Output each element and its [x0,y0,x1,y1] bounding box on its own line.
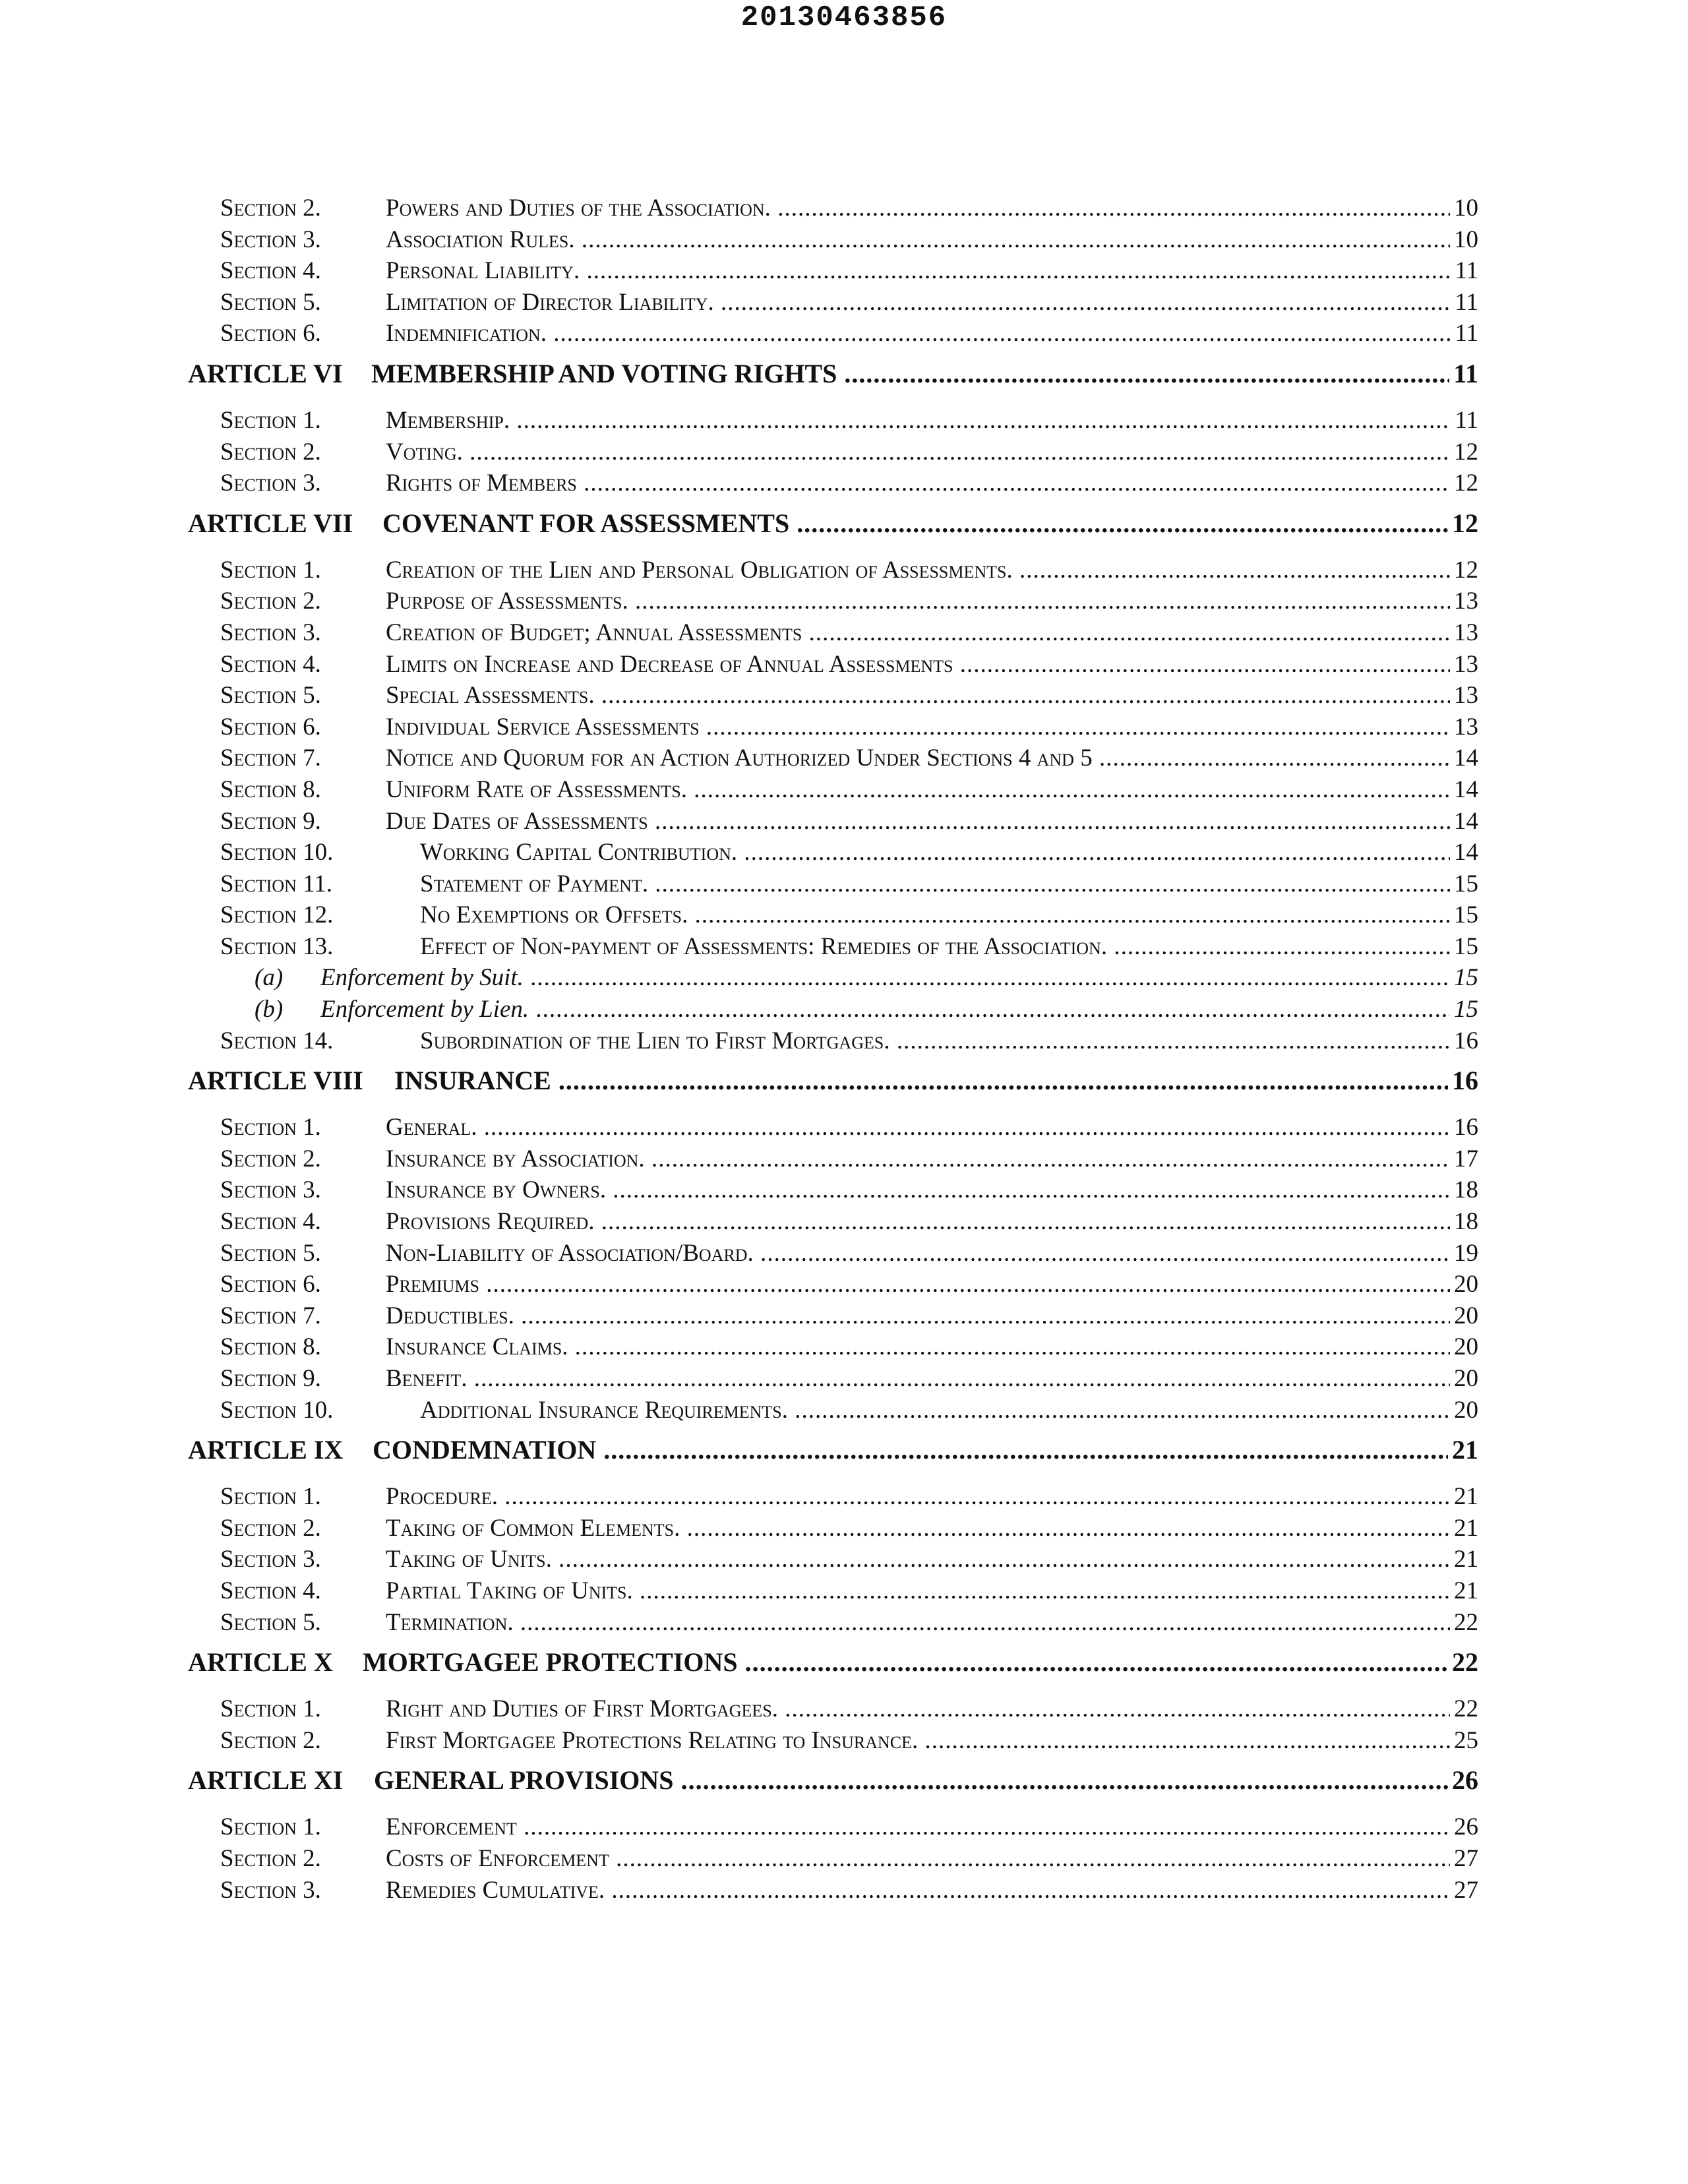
subsection-title: Enforcement by Suit. ..... [320,962,1472,994]
toc-subsection-entry [0,962,1688,994]
section-title: Indemnification. ..... [386,318,1472,349]
section-label: Section 8. [220,775,321,803]
section-label: Section 3. [220,1176,321,1204]
page-number: 22 [1450,1693,1478,1725]
page-number: 18 [1450,1206,1478,1238]
section-label: Section 9. [220,1365,321,1392]
section-label: Section 9. [220,807,321,835]
section-title: Voting. ..... [386,437,1472,468]
toc-section-entry [0,1112,1688,1143]
section-title: Creation of Budget; Annual Assessments ..... [386,617,1472,649]
toc-subsection-entry [0,994,1688,1025]
section-label: Section 2. [220,195,321,222]
section-label: Section 2. [220,588,321,615]
page-number: 12 [1448,507,1478,540]
page-number: 13 [1450,586,1478,617]
toc-section-entry [0,287,1688,318]
page-number: 16 [1448,1064,1478,1097]
section-label: Section 1. [220,1695,321,1723]
toc-section-entry [0,1843,1688,1875]
page-number: 16 [1450,1112,1478,1143]
section-label: Section 2. [220,1726,321,1754]
article-title: COVENANT FOR ASSESSMENTS ..... [382,507,1472,540]
toc-section-entry [0,193,1688,224]
page-number: 12 [1450,437,1478,468]
section-title: Costs of Enforcement ..... [386,1843,1472,1875]
page-number: 26 [1450,1811,1478,1843]
section-title: Insurance by Owners. ..... [386,1174,1472,1206]
article-title: INSURANCE ..... [394,1064,1472,1097]
section-label: Section 6. [220,320,321,348]
page-number: 10 [1450,193,1478,224]
section-label: Section 6. [220,713,321,741]
section-label: Section 4. [220,1577,321,1604]
section-label: Section 7. [220,744,321,772]
article-title: CONDEMNATION ..... [373,1434,1472,1467]
toc-section-entry [0,1481,1688,1513]
section-label: Section 13. [220,932,334,960]
toc-section-entry [0,868,1688,900]
section-label: Section 1. [220,556,321,584]
toc-section-entry [0,712,1688,743]
toc-section-entry [0,1143,1688,1175]
toc-section-entry [0,1875,1688,1906]
toc-section-entry [0,1811,1688,1843]
section-label: Section 3. [220,1546,321,1573]
section-title: Limits on Increase and Decrease of Annual Assessments ..... [386,649,1472,681]
toc-section-entry [0,774,1688,806]
page-number: 16 [1450,1025,1478,1057]
section-label: Section 5. [220,682,321,710]
section-title: Personal Liability. ..... [386,255,1472,287]
section-title: Statement of Payment. ..... [420,868,1472,900]
section-label: Section 3. [220,226,321,253]
page-number: 22 [1450,1607,1478,1639]
toc-article-heading [0,1064,1688,1097]
section-label: Section 11. [220,870,333,897]
table-of-contents [0,193,1688,1906]
toc-section-entry [0,1513,1688,1544]
toc-section-entry [0,1607,1688,1639]
section-title: Additional Insurance Requirements. ..... [420,1395,1472,1426]
page-number: 20 [1450,1331,1478,1363]
section-title: Rights of Members ..... [386,468,1472,499]
toc-section-entry [0,555,1688,586]
section-title: Membership. ..... [386,405,1472,437]
section-label: Section 3. [220,470,321,497]
page-number: 20 [1450,1395,1478,1426]
page-number: 11 [1451,287,1478,318]
page-number: 13 [1450,649,1478,681]
section-title: Provisions Required. ..... [386,1206,1472,1238]
section-title: Association Rules. ..... [386,224,1472,256]
page-number: 21 [1450,1544,1478,1575]
section-title: Subordination of the Lien to First Mortgages. ..... [420,1025,1472,1057]
page-number: 27 [1450,1843,1478,1875]
section-label: Section 6. [220,1271,321,1298]
toc-article-heading [0,357,1688,390]
section-title: Remedies Cumulative. ..... [386,1875,1472,1906]
section-title: Termination. ..... [386,1607,1472,1639]
toc-section-entry [0,255,1688,287]
toc-section-entry [0,1725,1688,1757]
section-title: Purpose of Assessments. ..... [386,586,1472,617]
toc-section-entry [0,1575,1688,1607]
page-number: 25 [1450,1725,1478,1757]
toc-section-entry [0,1206,1688,1238]
page-number: 22 [1448,1646,1478,1679]
section-label: Section 2. [220,438,321,466]
toc-article-heading [0,1646,1688,1679]
section-title: General. ..... [386,1112,1472,1143]
article-label: ARTICLE VI [188,358,343,388]
toc-section-entry [0,1331,1688,1363]
page-number: 14 [1450,837,1478,868]
toc-section-entry [0,405,1688,437]
toc-section-entry [0,837,1688,868]
page-number: 15 [1450,962,1478,994]
page-number: 20 [1450,1269,1478,1300]
page-number: 19 [1450,1238,1478,1269]
section-label: Section 2. [220,1145,321,1172]
section-label: Section 5. [220,1608,321,1636]
page-number: 15 [1450,899,1478,931]
toc-section-entry [0,680,1688,712]
article-title: MEMBERSHIP AND VOTING RIGHTS ..... [371,357,1472,390]
section-title: Limitation of Director Liability. ..... [386,287,1472,318]
section-label: Section 1. [220,1813,321,1841]
toc-section-entry [0,931,1688,963]
section-title: Uniform Rate of Assessments. ..... [386,774,1472,806]
section-title: Taking of Units. ..... [386,1544,1472,1575]
page-number: 10 [1450,224,1478,256]
article-title: MORTGAGEE PROTECTIONS ..... [363,1646,1472,1679]
section-title: Enforcement ..... [386,1811,1472,1843]
page-number: 12 [1450,468,1478,499]
page-number: 15 [1450,931,1478,963]
page-number: 14 [1450,806,1478,837]
section-title: Benefit. ..... [386,1363,1472,1395]
page-number: 13 [1450,617,1478,649]
page-number: 20 [1450,1363,1478,1395]
section-label: Section 10. [220,839,334,866]
page-number: 21 [1450,1575,1478,1607]
section-title: Partial Taking of Units. ..... [386,1575,1472,1607]
page-number: 11 [1451,405,1478,437]
section-label: Section 5. [220,288,321,316]
section-title: Non-Liability of Association/Board. ..... [386,1238,1472,1269]
section-title: Deductibles. ..... [386,1300,1472,1332]
page-number: 11 [1449,357,1478,390]
toc-section-entry [0,1363,1688,1395]
page-number: 11 [1451,318,1478,349]
subsection-title: Enforcement by Lien. ..... [320,994,1472,1025]
section-label: Section 12. [220,901,334,929]
section-title: Insurance by Association. ..... [386,1143,1472,1175]
article-label: ARTICLE IX [188,1435,344,1465]
section-label: Section 1. [220,406,321,434]
section-label: Section 4. [220,257,321,285]
page-number: 18 [1450,1174,1478,1206]
article-label: ARTICLE VIII [188,1066,363,1096]
toc-section-entry [0,1174,1688,1206]
toc-section-entry [0,899,1688,931]
section-label: Section 3. [220,619,321,646]
section-title: Procedure. ..... [386,1481,1472,1513]
subsection-letter: (b) [255,996,284,1023]
page-number: 17 [1450,1143,1478,1175]
page-number: 20 [1450,1300,1478,1332]
toc-section-entry [0,1395,1688,1426]
toc-article-heading [0,507,1688,540]
toc-section-entry [0,318,1688,349]
toc-section-entry [0,1693,1688,1725]
toc-section-entry [0,1269,1688,1300]
page-number: 15 [1450,994,1478,1025]
page-number: 21 [1448,1434,1478,1467]
section-title: Special Assessments. ..... [386,680,1472,712]
section-label: Section 14. [220,1027,334,1054]
toc-section-entry [0,649,1688,681]
page-number: 26 [1448,1764,1478,1797]
toc-section-entry [0,1025,1688,1057]
section-label: Section 2. [220,1514,321,1542]
page-number: 21 [1450,1481,1478,1513]
section-title: Individual Service Assessments ..... [386,712,1472,743]
section-label: Section 5. [220,1239,321,1267]
section-title: Right and Duties of First Mortgagees. ..... [386,1693,1472,1725]
toc-section-entry [0,437,1688,468]
section-title: Working Capital Contribution. ..... [420,837,1472,868]
page-number: 13 [1450,680,1478,712]
page-number: 21 [1450,1513,1478,1544]
toc-section-entry [0,743,1688,774]
toc-article-heading [0,1764,1688,1797]
section-label: Section 7. [220,1302,321,1329]
section-label: Section 1. [220,1114,321,1141]
section-title: Creation of the Lien and Personal Obligation of Assessments. ..... [386,555,1472,586]
section-title: Effect of Non-payment of Assessments: Remedies of the Association. ..... [420,931,1472,963]
section-title: Insurance Claims. ..... [386,1331,1472,1363]
article-label: ARTICLE X [188,1647,333,1678]
page-number: 14 [1450,743,1478,774]
document-number: 20130463856 [740,1,948,34]
page-number: 14 [1450,774,1478,806]
article-label: ARTICLE VII [188,508,353,538]
section-title: Notice and Quorum for an Action Authorized Under Sections 4 and 5 ..... [386,743,1472,774]
section-label: Section 3. [220,1876,321,1904]
toc-section-entry [0,806,1688,837]
section-title: Taking of Common Elements. ..... [386,1513,1472,1544]
section-title: Due Dates of Assessments ..... [386,806,1472,837]
page-number: 13 [1450,712,1478,743]
toc-section-entry [0,468,1688,499]
section-title: Powers and Duties of the Association. ..... [386,193,1472,224]
section-label: Section 4. [220,650,321,678]
page-number: 27 [1450,1875,1478,1906]
subsection-letter: (a) [255,964,284,992]
section-label: Section 8. [220,1333,321,1361]
page-number: 12 [1450,555,1478,586]
section-title: Premiums ..... [386,1269,1472,1300]
toc-section-entry [0,617,1688,649]
toc-section-entry [0,1544,1688,1575]
section-label: Section 1. [220,1483,321,1511]
section-title: First Mortgagee Protections Relating to Insurance. ..... [386,1725,1472,1757]
article-title: GENERAL PROVISIONS ..... [374,1764,1472,1797]
toc-section-entry [0,1238,1688,1269]
toc-section-entry [0,586,1688,617]
toc-section-entry [0,1300,1688,1332]
page-number: 11 [1451,255,1478,287]
toc-section-entry [0,224,1688,256]
section-label: Section 10. [220,1396,334,1424]
article-label: ARTICLE XI [188,1765,344,1796]
page-number: 15 [1450,868,1478,900]
section-label: Section 2. [220,1844,321,1872]
toc-article-heading [0,1434,1688,1467]
section-label: Section 4. [220,1208,321,1236]
section-title: No Exemptions or Offsets. ..... [420,899,1472,931]
